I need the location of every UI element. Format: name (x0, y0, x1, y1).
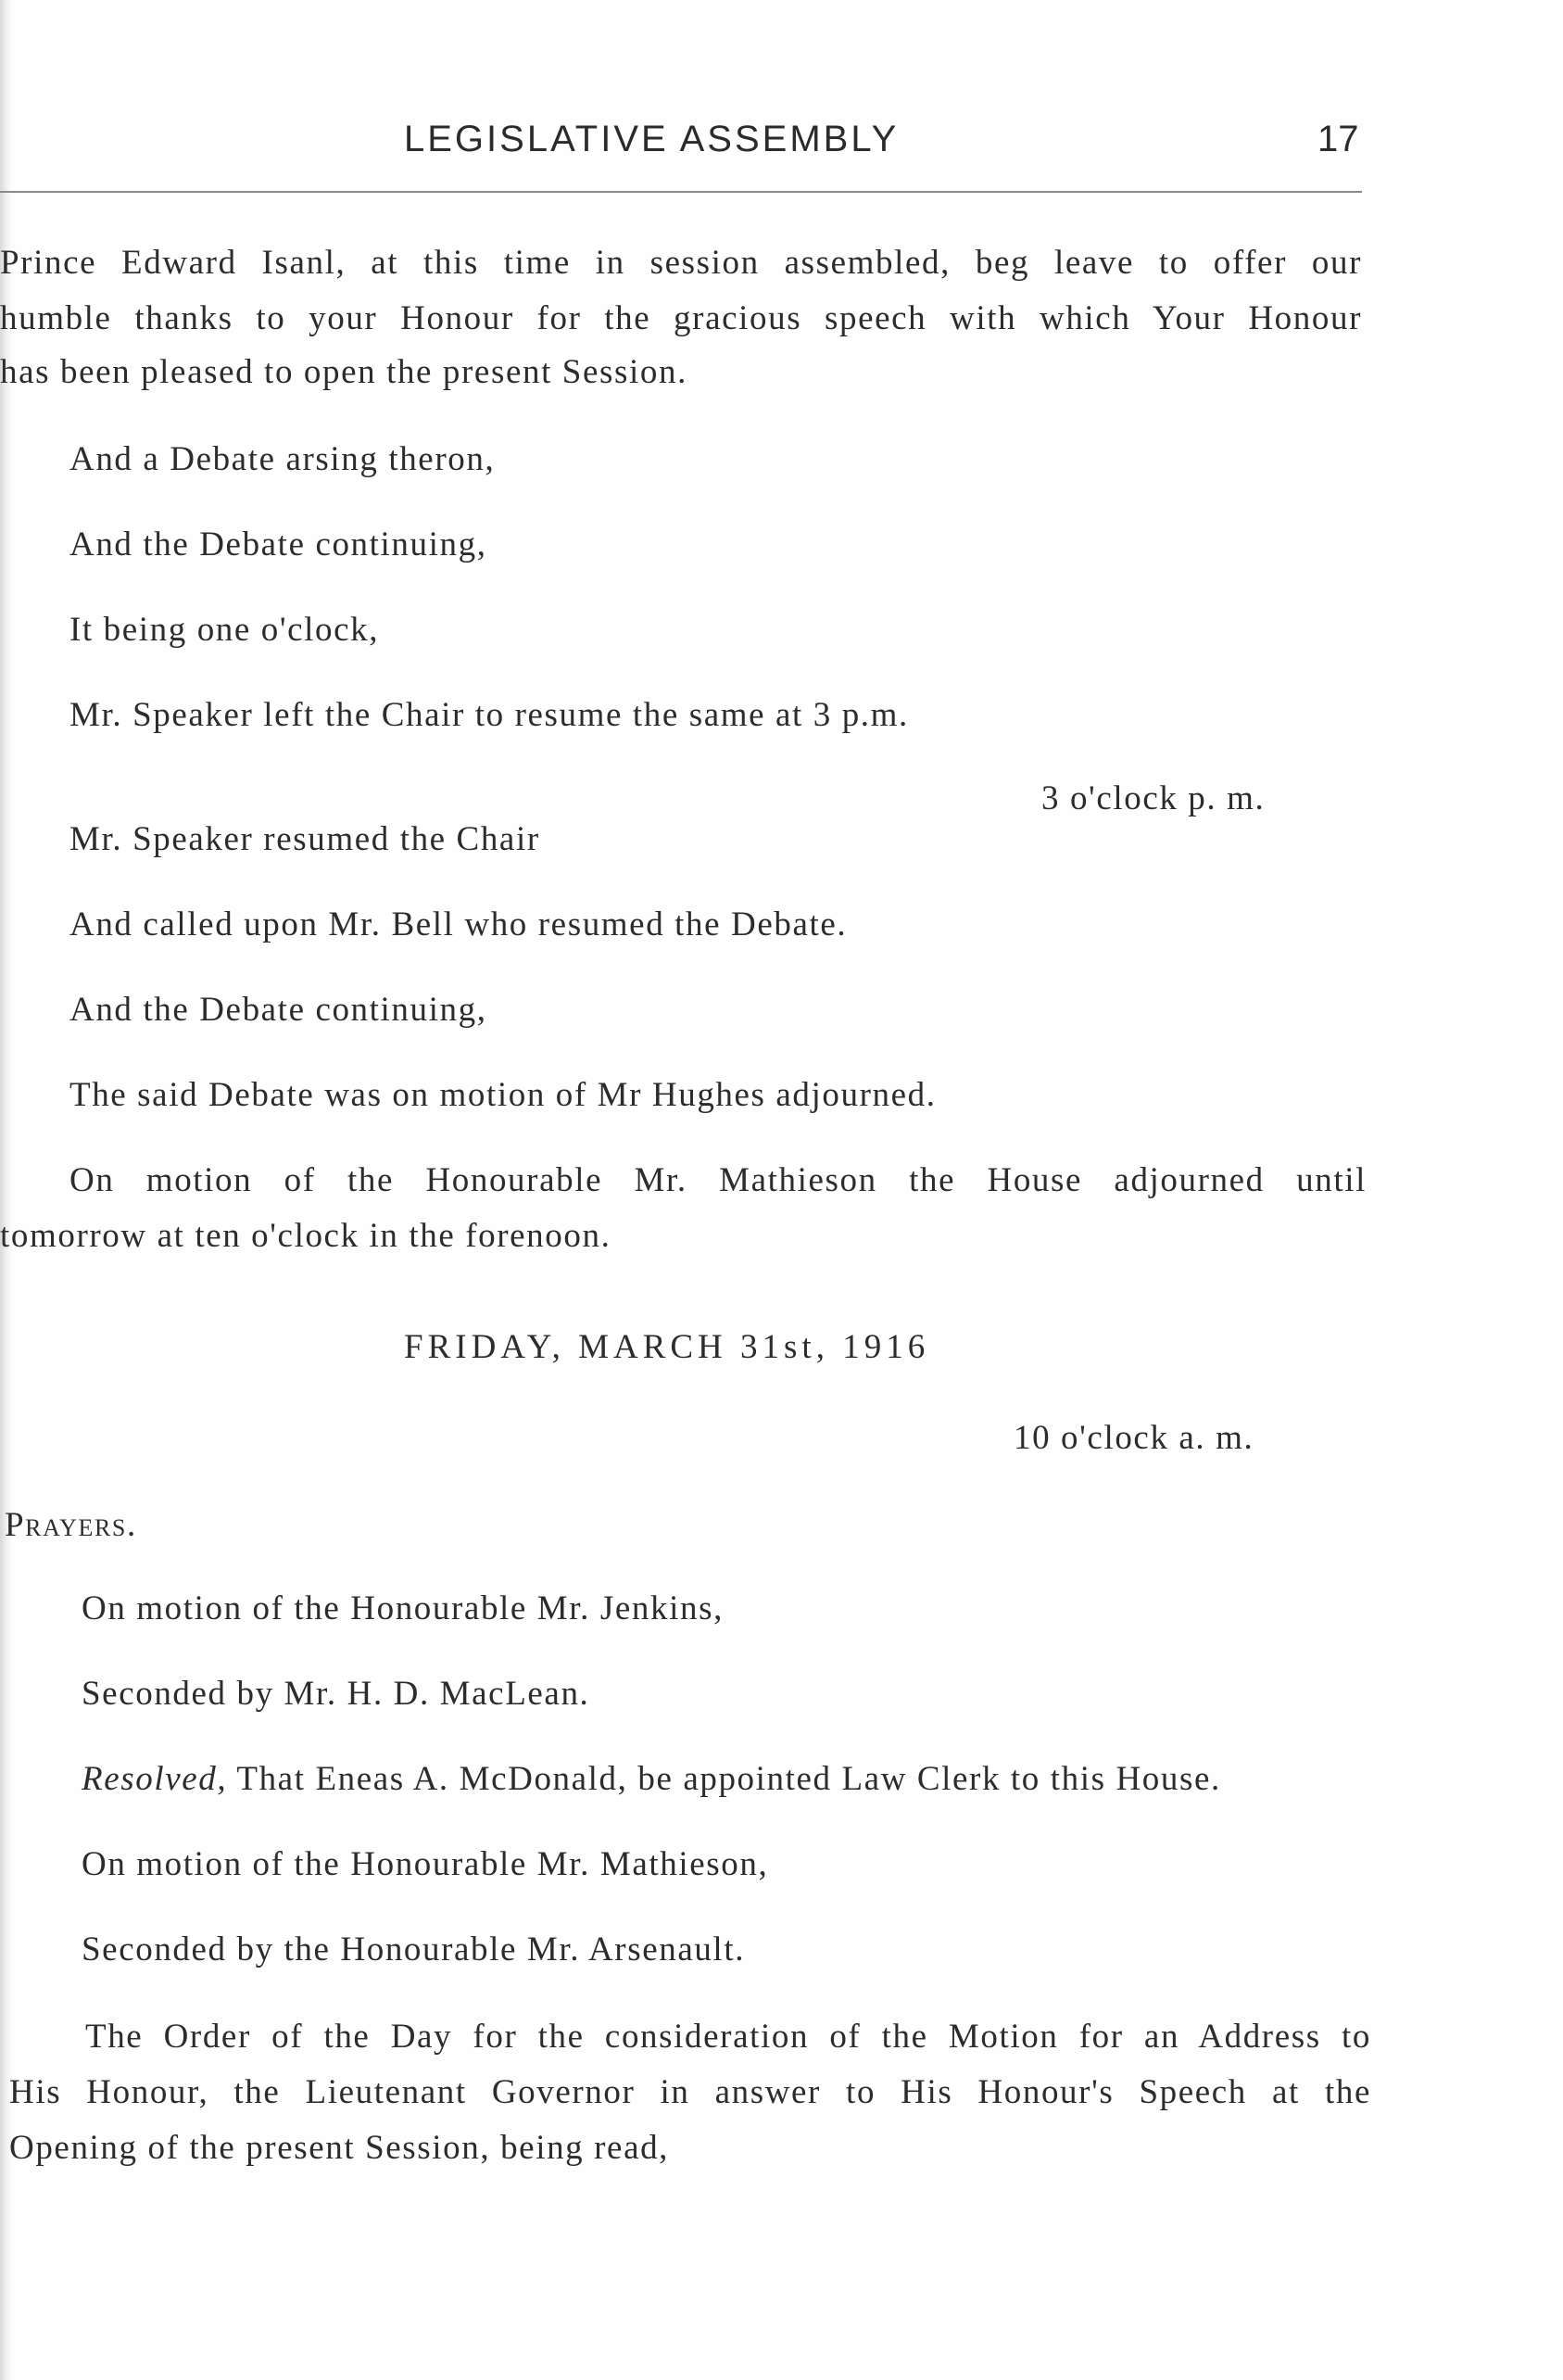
entry-seconded-maclean: Seconded by Mr. H. D. MacLean. (82, 1675, 590, 1713)
paragraph-line: On motion of the Honourable Mr. Mathieson the House adjourned until (69, 1161, 1367, 1199)
entry-debate-continuing: And the Debate continuing, (69, 991, 487, 1029)
entry-motion-mathieson: On motion of the Honourable Mr. Mathieson, (82, 1845, 769, 1883)
paragraph-line: tomorrow at ten o'clock in the forenoon. (0, 1217, 611, 1255)
prayers-heading: Prayers. (5, 1506, 137, 1544)
entry-speaker-left: Mr. Speaker left the Chair to resume the same at 3 p.m. (69, 696, 909, 734)
entry-motion-jenkins: On motion of the Honourable Mr. Jenkins, (82, 1589, 724, 1627)
page-number: 17 (1317, 119, 1359, 159)
entry-resolved (82, 1759, 1221, 1799)
resolved-text: That Eneas A. McDonald, be appointed Law Clerk to this House. (227, 1760, 1221, 1798)
entry-seconded-arsenault: Seconded by the Honourable Mr. Arsenault. (82, 1931, 746, 1969)
entry-speaker-resumed: Mr. Speaker resumed the Chair (69, 820, 540, 858)
running-head: LEGISLATIVE ASSEMBLY (404, 119, 900, 159)
entry-adjourned-hughes: The said Debate was on motion of Mr Hughes adjourned. (69, 1076, 937, 1114)
entry-debate-continuing: And the Debate continuing, (69, 525, 487, 563)
paragraph-line: Opening of the present Session, being read, (9, 2129, 670, 2167)
paragraph-line: Prince Edward Isanl, at this time in session assembled, beg leave to offer our (0, 244, 1362, 282)
time-stamp-10am: 10 o'clock a. m. (1014, 1419, 1254, 1457)
entry-one-oclock: It being one o'clock, (69, 611, 380, 649)
paragraph-line: The Order of the Day for the consideration of the Motion for an Address to (85, 2018, 1371, 2056)
paragraph-line: His Honour, the Lieutenant Governor in answer to His Honour's Speech at the (9, 2073, 1371, 2111)
paragraph-line: has been pleased to open the present Session. (0, 353, 687, 391)
header-rule (0, 191, 1362, 193)
entry-debate-arising: And a Debate arsing theron, (69, 440, 496, 478)
paragraph-line: humble thanks to your Honour for the gracious speech with which Your Honour (0, 299, 1362, 337)
resolved-label: Resolved, (82, 1760, 228, 1798)
time-stamp-3pm: 3 o'clock p. m. (1041, 779, 1266, 817)
entry-called-upon: And called upon Mr. Bell who resumed the Debate. (69, 905, 848, 943)
date-heading: FRIDAY, MARCH 31st, 1916 (404, 1328, 930, 1366)
